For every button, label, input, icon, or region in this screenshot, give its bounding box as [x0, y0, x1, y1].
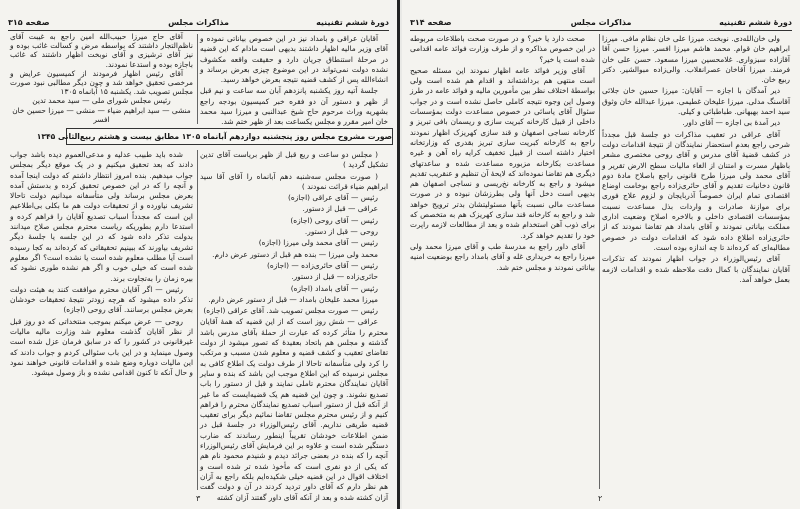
paragraph: دیر آمدهٔ بی اجازه — آقای داور. — [682, 118, 780, 128]
speaker-line: رئیس — صورت مجلس تصویب شد. آقای عراقی (اجازه) — [203, 306, 378, 316]
speaker-line: محمد ولی میرزا — بنده هم قبل از دستور عرض دارم. — [212, 249, 378, 259]
page-header — [8, 18, 389, 31]
speaker-line: میرزا محمد علیخان بامداد — قبل از دستور عرض دارم. — [208, 294, 378, 304]
column-divider — [197, 34, 198, 124]
speaker-line: رئیس — آقای محمد ولی میرزا (اجازه) — [258, 238, 378, 248]
speaker-line: رئیس — آقای بامداد (اجازه) — [290, 283, 378, 293]
paragraph: آقای وزیر فوائد عامه اظهار نمودند این مسئله صحیح است منتهی هم برداشته‌اند و اقدام هم شده است ولی بواسطهٔ اختلاف نظر بین مأمورین مالیه و فوائد عامه در طرز وصول این وجوه نتیجه کاملی حاصل نشده است و در جواب سئوال آقای یاسائی در خصوص مساعدت دولت بمؤسسات داخلی از قبیل کارخانه کبریت سازی و ریسمان بافی تبریز و کارخانه نساجی اصفهان و قند سازی کهریزک اظهار نمودند راجع به کارخانه کبریت سازی تبریز بقدری که وزارتخانه اختیار داشته است از قبیل تخفیف کرایه راه آهن و غیره مساعدت بکارخانه مزبوره مساعدت شده و ساعدتهای دیگری هم تقاضا نموده‌اند که لایحهٔ آن تنظیم و عنقریب تقدیم میشود و راجع به کارخانه نخ‌ریسی و نساجی اصفهان هم بدیهی است دخل آنها ولی بطرزشان نبوده و در صورت مساعدت مالی نسبت بآنها مسئولیتشان بدتر ترویج خواهد شد و راجع به کارخانه قند سازی کهریزک هم به متخصص که برای ذوب آهن استخدام شده و بعد از مطالعات لازمه راپرت خود را تقدیم خواهد کرد. — [410, 65, 595, 240]
paragraph: روحی — عرض میکنم بموجب منتخداتی که دو روز قبل از نظر آقایان گذشت معلوم شد وزارت مالیه مالیات غیرقانونی در کشور را که در سابق فرمان عزل شده است وصول مینماید و در این باب سئوالی کردم و جواب دادند که این مالیات دوباره وضع شده و اقدامات قانونی خواهند نمود و حال آنکه تا کنون اقدامی نشده و باز وصول میشود. — [10, 316, 193, 378]
right-page — [402, 0, 800, 509]
paragraph: آقای رئیس اظهار فرمودند از کمیسیون عرایض و مرخصی تحقیق خواهد شد و چون دیگر مطالبی نبود صورت مجلس تصویب شد. یکشنبه ۱۵ آبانماه ۱۳۰۵ — [10, 68, 193, 97]
paragraph: آقای رئیس‌الوزراء در جواب اظهار نمودند که تذکرات آقایان نمایندگان با کمال دقت ملاحظه شده و اقدامات لازمه بعمل خواهد آمد. — [602, 254, 790, 284]
speaker-line: رئیس — آقای حائری‌زاده — (اجازه) — [266, 260, 378, 270]
page-number: ۲ — [598, 494, 603, 503]
header-title: مذاکرات مجلس — [168, 18, 229, 27]
page-label: صفحه ۳۱۵ — [8, 18, 50, 27]
page-label: صفحه ۳۱۴ — [410, 18, 452, 27]
text-column — [10, 32, 193, 127]
paragraph: عراقی — شش روز است که از این قضیه که همهٔ آقایان محترم را متأثر کرده که عبارت از حملهٔ بآقای مدرس باشد گذشته و مجلس هم باتحاد بعقیدهٔ که تصور میشود از دولت تقاضای تعقیب و کشف قضیه و معلوم شدن مسبب و مرتکب را کرد ولی متأسفانه تاحالا از طرف دولت یک اطلاع کافی به مجلس نرسیده که این اطلاع موجب این باشد که بنده و سایر آقایان نمایندگان محترم تاملی نمایند و قبل از دستور را باب تصدیع نشوند. و چون این قضیه هم یک قضیه‌ایست که ما غیر از آنکه قبل از دستور اسباب تصدیع نمایندگان محترم را فراهم کنیم و از رئیس محترم مجلس تقاضا نمائیم دیگر برای تعقیب قضیه طریقی نداریم. آقای رئیس‌الوزراء در جلسهٔ قبل در ضمن اطلاعات خودشان تقریباً اینطور رساندند که ضارب دستگیر شده است و علاوه بر این فرمایش آقای رئیس‌الوزراء آنچه را که بنده در بعضی جرائد دیدم و شنیدم محمود نام هم که یکی از دو نفری است که مأخوذ شده تر شده است و اختلاف اقوال در این قضیه خیلی شکیده‌ایم بلکه راجع به آزان هم نظر دارم که آقای داور تردید کردند در آن و دولت گفت آزان کشته شده و بعد از آنکه آقای داور گفتند آزان کشته — [200, 317, 388, 502]
page-header — [410, 18, 792, 31]
paragraph: آقایان عراقی و بامداد نیز در این خصوص بیاناتی نموده و آقای وزیر مالیه اظهار داشتند بدیهی است مادام که این قضیه در مرحلهٔ استنطاق جریان دارد و حقیقت واقعه مکشوف نشده دولت نمی‌تواند در این موضوع چیزی بعرض برساند و انشاءالله پس از کشف قضیه نتیجه بعرض خواهد رسید. — [200, 34, 388, 85]
page-number: ۳ — [196, 494, 201, 503]
session-banner: صورت مشروح مجلس روز پنجشنبه دوازدهم آبانماه ۱۳۰۵ مطابق بیست و هشتم ربیع‌الثانی ۱۳۴۵ — [66, 128, 393, 145]
text-column — [602, 34, 790, 489]
paragraph: رئیس — اگر آقایان محترم موافقت کنند به هیئت دولت تذکر داده میشود که هرچه زودتر نتیجهٔ تحقیقات خودشان بعرض مجلس برسانند. آقای روحی (اجازه) — [10, 284, 193, 315]
session-label: دورهٔ ششم تقنینیه — [719, 18, 792, 27]
paragraph: ( صورت مجلس سه‌شنبه دهم آبانماه را آقای آقا سید ابراهیم ضیاء قرائت نمودند ) — [200, 171, 388, 191]
paragraph: جلسهٔ آتیه روز یکشنبه پانزدهم آبان سه ساعت و نیم قبل از ظهر و دستور آن دو فقره خبر کمیسیون بودجه راجع بشهریه وراث مرحوم حاج شیخ عبدالنبی و میرزا سید محمد خان امیر مقرر و مجلس یکساعت بعد از ظهر ختم شد. — [200, 86, 388, 127]
header-title: مذاکرات مجلس — [570, 18, 632, 27]
speaker-line: رئیس — آقای روحی (اجازه) — [290, 215, 378, 225]
signature-line: منشی — سید ابراهیم ضیاء — منشی — میرزا حسین خان افسر — [12, 105, 191, 124]
text-column — [10, 150, 193, 490]
paragraph: آقای عراقی در تعقیب مذاکرات دو جلسهٔ قبل مجدداً شرحی راجع بعدم استحضار نمایندگان از نتیجهٔ اقدامات دولت در کشف قضیهٔ آقای مدرس و آقای روحی مختصری مشعر باظهار مسرت و امتنان از الغاء مالیات سطح الارض تقریر و آقای محمد ولی میرزا طرح قانونی راجع باصلاح مادهٔ دوم قانون دخانیات تقدیم و آقای حائری‌زاده راجع بوخامت اوضاع اقتصادی تمام ایران خصوصاً آذربایجان و لزوم علاج فوری برای موازنهٔ صادرات و واردات بذل مساعدت نسبت بمؤسسات اقتصادی داخلی و بالاخره اصلاح وضعیت اداری مملکت بیاناتی نمودند و آقای بامداد هم تقاضا نمودند که از حائری‌زاده اطلاع داده شود که اقدامات دولت در خصوص مطالبه‌ای که کرده‌اند تا چه اندازه بوده است. — [602, 129, 790, 252]
speaker-line: روحی — قبل از دستور. — [304, 227, 378, 237]
text-column — [200, 34, 388, 127]
paragraph: دیر آمدگان با اجازه — آقایان: میرزا حسین خان جلائی آقاسنگ مدلی. میرزا علیخان غطیمی. میرزا عبدالله خان وثوق سید احمد بهبهانی. طباطبائی و کیلی. — [602, 86, 790, 117]
paragraph: صحت دارد یا خیر؟ و در صورت صحت باطلاعات مربوطه در این خصوص مذاکره و از طرف وزارت فوائد عامه اقدامی شده است یا خیر؟ — [410, 34, 595, 64]
paragraph: شده باید طبیب عدلیه و مدعی‌العموم دیده باشد جواب دادند که بعد تحقیق میکنیم و در یک موقع دیگر بمجلس جواب میدهیم. بنده امروز انتظار داشتم که دولت اینجا آمده و آنچه را که در این خصوص تحقیق کرده و بدستش آمده بعرض مجلس برساند ولی متأسفانه میدانیم دولت تاحالا تشریف نیاورده و از تحقیقات دولت هم ما بکلی بی‌اطلاعیم این است که مجدداً اسباب تصدیع آقایان را فراهم کرده و استدعا دارم بطوریکه ریاست محترم مجلس صلاح میدانند بدولت تذکر داده شود که در این جلسه یا جلسهٔ دیگر تشریف بیاورند که ببینیم تحقیقاتی که کرده‌اند به کجا رسیده است آیا مطلب معلوم شده است یا نشده است؟ اگر معلوم شده است که خیلی خوب و اگر هم نشده طوری نشود که بیره زمان را به‌تجاوت برند. — [10, 150, 193, 283]
speaker-line: حائری‌زاده — قبل از دستور. — [291, 272, 378, 282]
paragraph: ( مجلس دو ساعت و ربع قبل از ظهر بریاست آقای تدین تشکیل گردید ) — [200, 150, 388, 170]
text-column — [410, 34, 595, 489]
speaker-line: عراقی — قبل از دستور. — [302, 204, 378, 214]
paragraph: آقای داور راجع به مدرسهٔ طب و آقای میرزا محمد ولی میرزا راجع به خریداری غله و آقای بامداد راجع بوضعیت امنیه بیاناتی نمودند و مجلس ختم شد. — [410, 241, 595, 272]
column-divider — [197, 150, 198, 490]
paragraph: ولی خان‌الله‌دی. نوبخت. میرزا علی خان نظام مافی. میرزا ابراهیم خان قوام. محمد هاشم میرزا افسر. میرزا حسن آقا آقازاده سبزواری. غلامحسین میرزا مسعود. حسن علی خان فرمند. میرزا آقاخان عصرانقلاب. والی‌زاده مبوالشیر. دکتر ربیع خان. — [602, 34, 790, 85]
speaker-line: رئیس — آقای عراقی (اجازه) — [287, 193, 378, 203]
signature-line: رئیس مجلس شورای ملی — سید محمد تدین — [32, 96, 171, 106]
paragraph: آقای حاج میرزا حبیب‌الله امین راجع به غیبت آقای ناظم‌التجار داشتند که بواسطه مرض و کسالت غائب بوده و نیز آقای ترشیزی و آقای نوبخت اظهار داشتند که غائب باجازه بوده و استدعا نمودند. — [10, 32, 193, 69]
text-column — [200, 150, 388, 502]
session-label: دورهٔ ششم تقنینیه — [316, 18, 389, 27]
column-divider — [599, 34, 600, 489]
